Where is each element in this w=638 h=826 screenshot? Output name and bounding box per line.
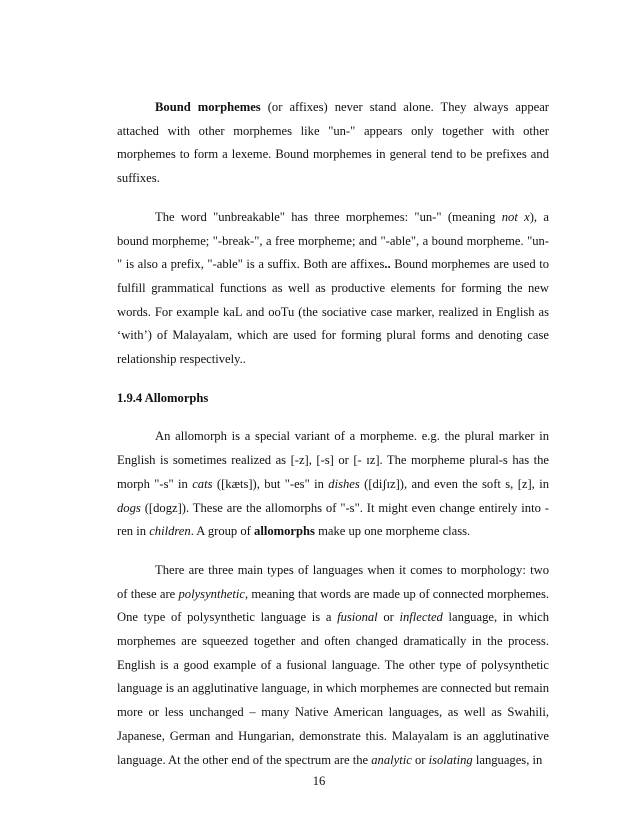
text: ), a bound morpheme; "-break-", a free morpheme; and "-able", a bound morpheme. "un-" is also a prefix, "-able" is a suffix. Both are affixes	[117, 209, 549, 272]
page-number: 16	[312, 774, 326, 788]
italic-fusional: fusional	[337, 610, 378, 625]
text: ([diʃɪz]), and even the soft s, [z], in	[359, 476, 550, 491]
text: language, in which morphemes are squeezed together and often changed dramatically in the process. English is a good example of a fusional language. The other type of polysynthetic language is an agglutinative language, in which morphemes are connected but remain more or less unchanged – many Native American languages, as well as Swahili, Japanese, German and Hungarian, demonstrate this. Malayalam is an agglutinative language. At the other end of the spectrum are the	[117, 610, 549, 767]
text: . A group of	[190, 524, 255, 539]
text: make up one morpheme class.	[314, 524, 471, 539]
italic-not-x: not x	[501, 209, 530, 224]
paragraph-bound-morphemes	[117, 96, 549, 191]
paragraph-unbreakable	[117, 206, 549, 372]
text: ([dogz]). These are the allomorphs of "-s". It might even change entirely into -ren in	[117, 500, 549, 539]
section-heading-allomorphs: 1.9.4 Allomorphs	[117, 390, 209, 405]
text: Bound morphemes are used to fulfill grammatical functions as well as productive elements for forming the new words. For example kaL and ooTu (the sociative case marker, realized in English as ‘with’) of Malayalam, which are used for forming plural forms and denoting case relationship respectively..	[117, 257, 549, 367]
italic-dishes: dishes	[328, 476, 360, 491]
paragraph-allomorph	[117, 425, 549, 544]
bold-dots: ..	[384, 257, 391, 272]
bold-allomorphs: allomorphs	[254, 524, 315, 539]
text: or	[377, 610, 400, 625]
italic-inflected: inflected	[399, 610, 443, 625]
italic-analytic: analytic	[371, 752, 412, 767]
text: (or affixes) never stand alone. They always appear attached with other morphemes like "un-" appears only together with other morphemes to form a lexeme. Bound morphemes in general tend to be prefixes and suffixes.	[117, 100, 549, 186]
text: or	[411, 752, 429, 767]
italic-cats: cats	[192, 476, 213, 491]
text: The word "unbreakable" has three morphemes: "un-" (meaning	[155, 209, 502, 224]
text: ([kæts]), but "-es" in	[212, 476, 329, 491]
italic-polysynthetic: polysynthetic	[178, 586, 245, 601]
italic-dogs: dogs	[117, 500, 141, 515]
text: , meaning that words are made up of connected morphemes. One type of polysynthetic language is a	[117, 586, 550, 625]
term-bound-morphemes: Bound morphemes	[155, 100, 261, 114]
text: An allomorph is a special variant of a morpheme. e.g. the plural marker in English is sometimes realized as [-z], [-s] or [- ɪz]. The morpheme plural-s has the morph "-s" in	[117, 429, 549, 491]
page-body	[117, 96, 549, 787]
paragraph-language-types	[117, 559, 549, 772]
italic-children: children	[149, 524, 191, 539]
text: languages, in	[472, 752, 543, 767]
text: There are three main types of languages when it comes to morphology: two of these are	[117, 562, 549, 601]
italic-isolating: isolating	[428, 752, 473, 767]
